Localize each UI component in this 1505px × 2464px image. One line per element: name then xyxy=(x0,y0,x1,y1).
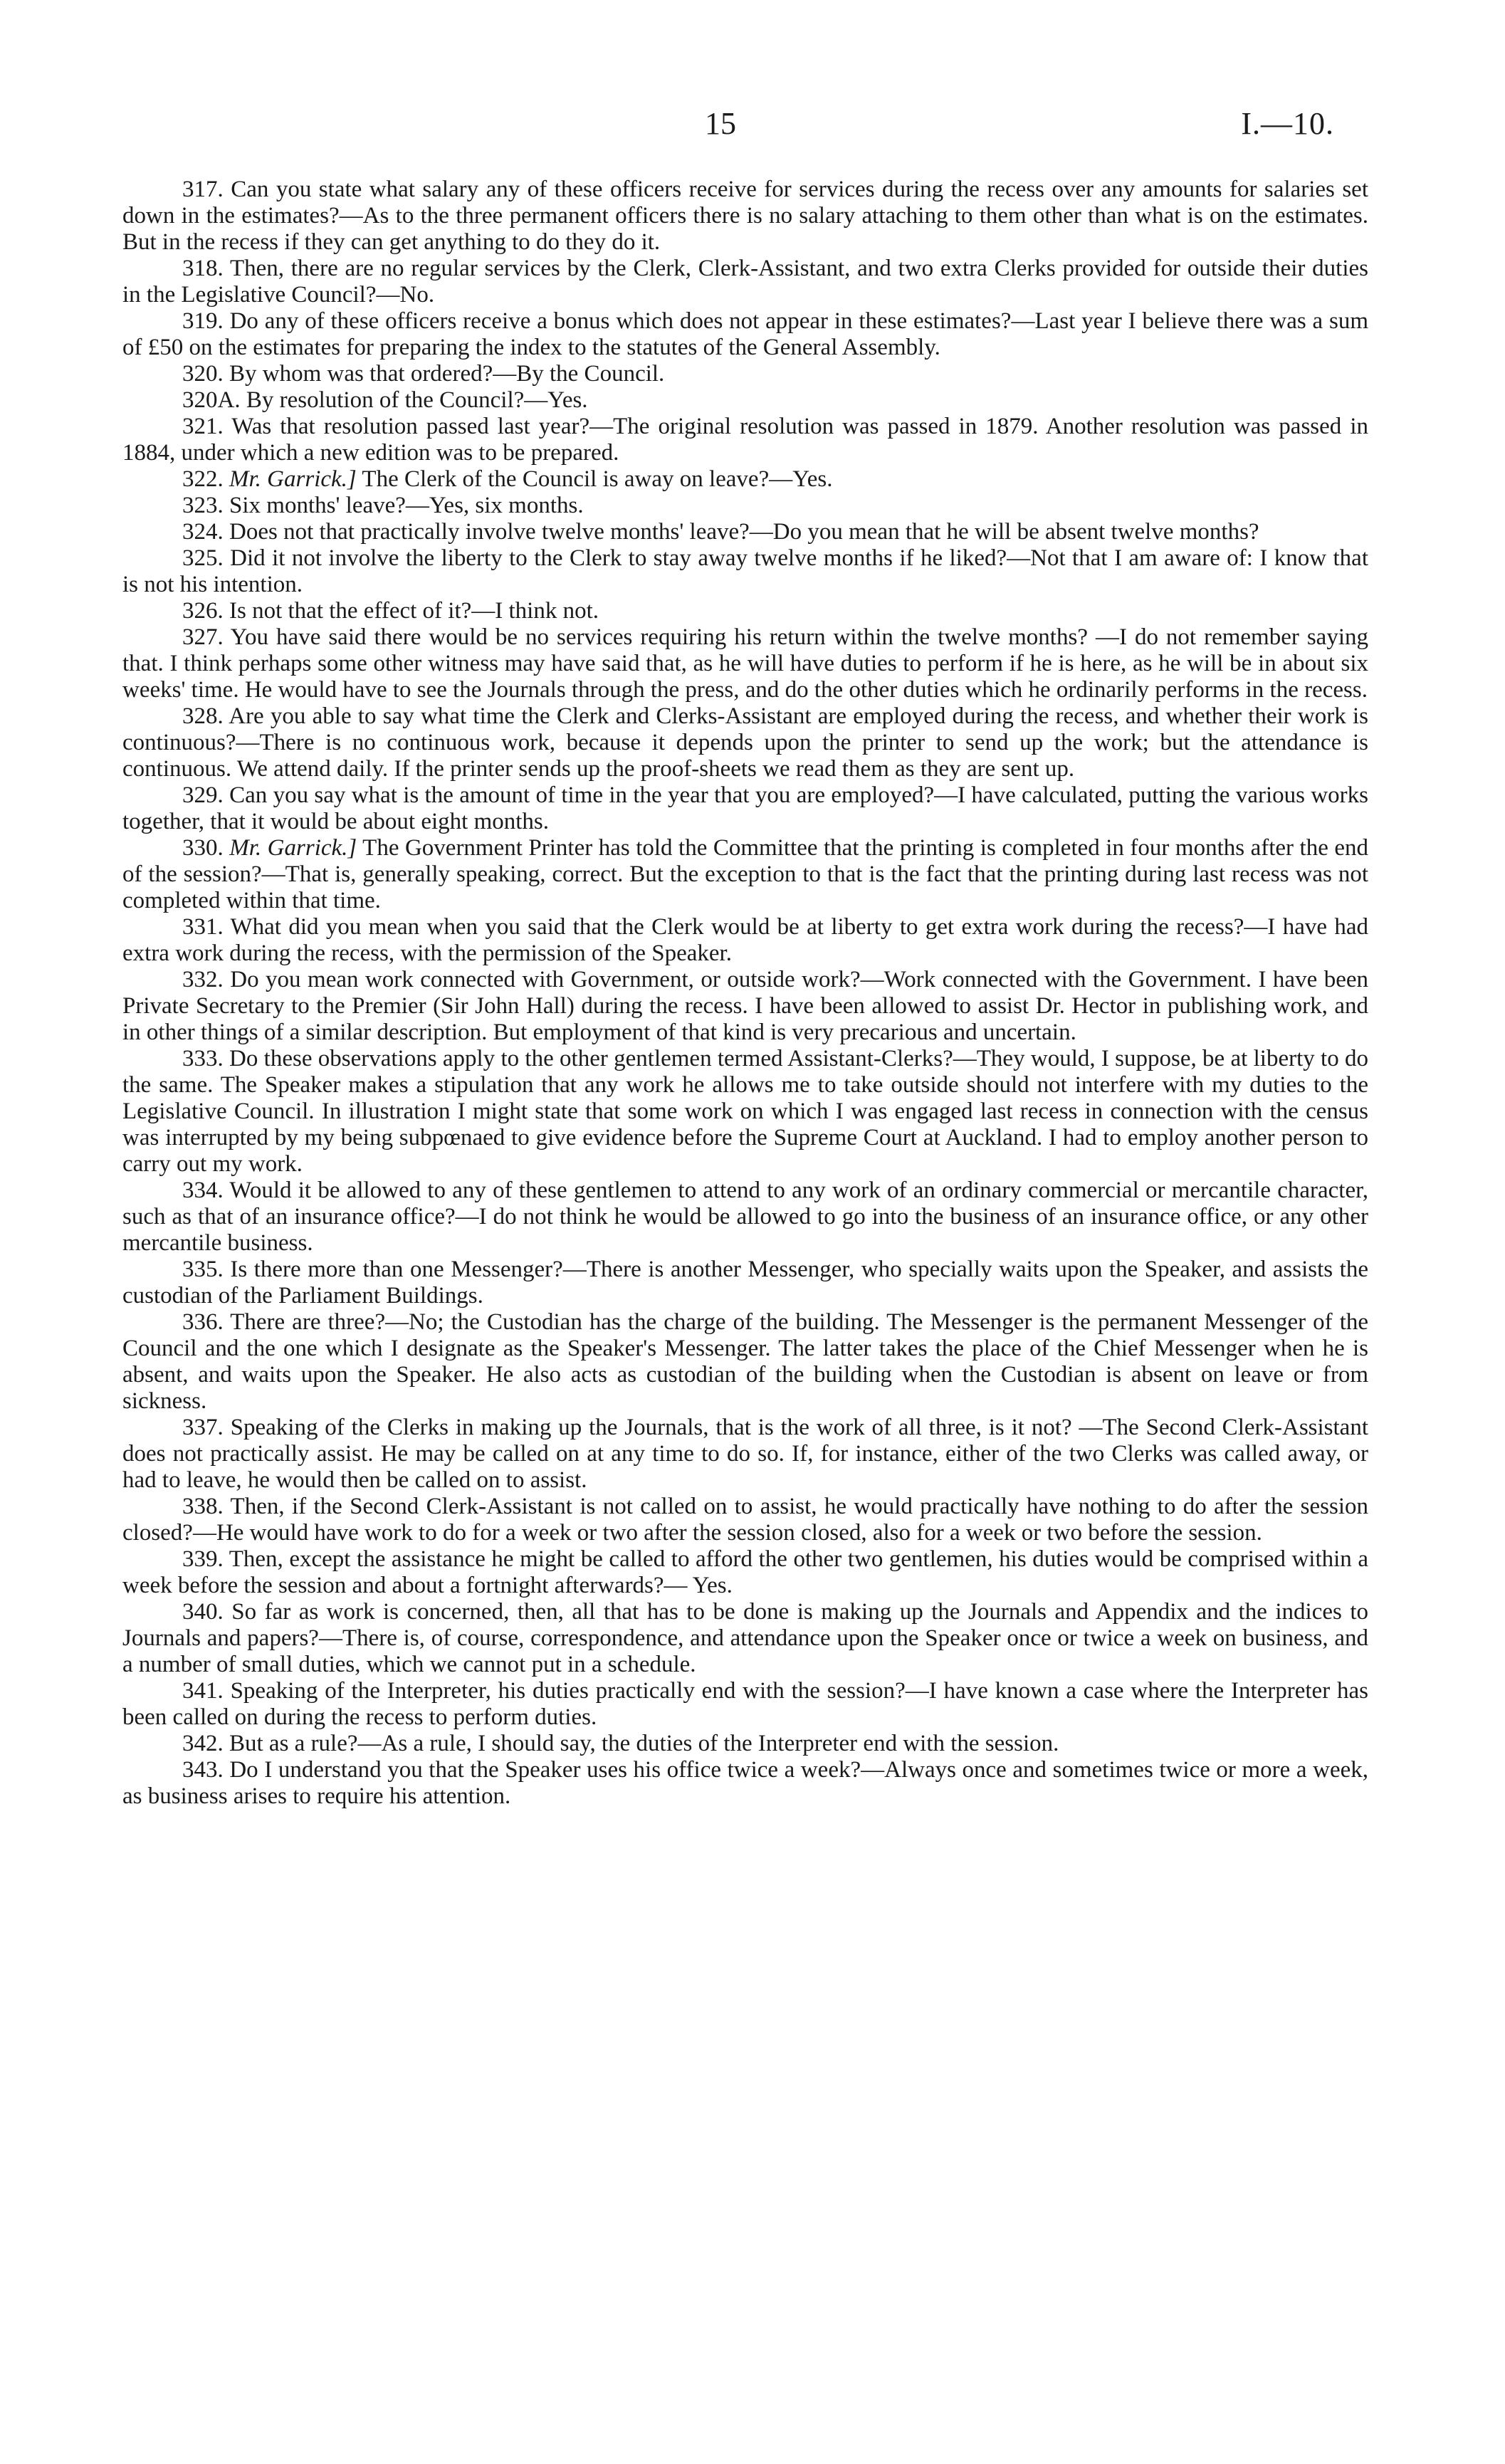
question-text: So far as work is concerned, then, all that has to be done is making up the Journals and Appendix and the indices to Journals and papers?—There is, of course, correspondence, and attendance upon the Speaker once or twice a week on business, and a number of small duties, which we cannot put in a schedule. xyxy=(122,1599,1368,1677)
question-number: 340. xyxy=(182,1599,224,1625)
document-reference: I.—10. xyxy=(1241,106,1334,141)
question-number: 330. xyxy=(182,835,224,861)
question-number: 331. xyxy=(182,914,224,940)
question-number: 320. xyxy=(182,361,224,387)
question-paragraph xyxy=(122,598,1368,624)
question-number: 320A. xyxy=(182,387,241,413)
question-number: 337. xyxy=(182,1415,224,1440)
question-text: There are three?—No; the Custodian has the charge of the building. The Messenger is the permanent Messenger of the Council and the one which I designate as the Speaker's Messenger. The latter takes the place of the Chief Messenger when he is absent, and waits upon the Speaker. He also acts as custodian of the building when the Custodian is absent on leave or from sickness. xyxy=(122,1309,1369,1414)
question-paragraph xyxy=(122,387,1368,414)
question-text: Did it not involve the liberty to the Clerk to stay away twelve months if he liked?—Not that I am aware of: I know that is not his intention. xyxy=(122,545,1368,597)
question-text: The Government Printer has told the Committee that the printing is completed in four months after the end of the session?—That is, generally speaking, correct. But the exception to that is the fact that the printing during last recess was not completed within that time. xyxy=(122,835,1368,913)
question-paragraph xyxy=(122,1731,1368,1757)
question-number: 321. xyxy=(182,414,224,439)
question-number: 335. xyxy=(182,1257,224,1282)
question-text: Can you say what is the amount of time in the year that you are employed?—I have calculated, putting the various works together, that it would be about eight months. xyxy=(122,782,1369,834)
question-number: 325. xyxy=(182,545,224,571)
question-text: Can you state what salary any of these officers receive for services during the recess over any amounts for salaries set down in the estimates?—As to the three permanent officers there is no salary attaching to them other than what is on the estimates. But in the recess if they can get anything to do they do it. xyxy=(122,177,1369,255)
question-paragraph xyxy=(122,177,1368,256)
question-paragraph xyxy=(122,361,1368,387)
question-paragraph xyxy=(122,1678,1368,1731)
question-paragraph xyxy=(122,308,1368,361)
question-number: 341. xyxy=(182,1678,224,1704)
question-text: Does not that practically involve twelve months' leave?—Do you mean that he will be absent twelve months? xyxy=(229,519,1259,545)
question-number: 332. xyxy=(182,967,224,992)
question-text: Then, if the Second Clerk-Assistant is not called on to assist, he would practically have nothing to do after the session closed?—He would have work to do for a week or two after the session closed, also for a week or two before the session. xyxy=(122,1494,1368,1546)
question-number: 324. xyxy=(182,519,224,545)
speaker-name: Mr. Garrick.] xyxy=(229,835,357,861)
question-number: 319. xyxy=(182,308,224,334)
question-text: Do any of these officers receive a bonus which does not appear in these estimates?—Last year I believe there was a sum of £50 on the estimates for preparing the index to the statutes of the General Assembly. xyxy=(122,308,1368,360)
question-paragraph xyxy=(122,703,1368,782)
question-paragraph xyxy=(122,1599,1368,1678)
question-text: By whom was that ordered?—By the Council. xyxy=(229,361,665,387)
page-header xyxy=(0,105,1505,148)
question-text: Would it be allowed to any of these gentlemen to attend to any work of an ordinary commercial or mercantile character, such as that of an insurance office?—I do not think he would be allowed to go into the business of an insurance office, or any other mercantile business. xyxy=(122,1178,1369,1256)
question-number: 342. xyxy=(182,1731,224,1756)
question-paragraph xyxy=(122,1178,1368,1257)
speaker-name: Mr. Garrick.] xyxy=(229,466,357,492)
question-text: Then, there are no regular services by the Clerk, Clerk-Assistant, and two extra Clerks provided for outside their duties in the Legislative Council?—No. xyxy=(122,256,1369,308)
question-paragraph xyxy=(122,519,1368,545)
question-number: 329. xyxy=(182,782,224,808)
question-text: Speaking of the Interpreter, his duties practically end with the session?—I have known a case where the Interpreter has been called on during the recess to perform duties. xyxy=(122,1678,1368,1730)
question-text: You have said there would be no services requiring his return within the twelve months? —I do not remember saying that. I think perhaps some other witness may have said that, as he will have duties to perform if he is here, as he will be in about six weeks' time. He would have to see the Journals through the press, and do the other duties which he ordinarily performs in the recess. xyxy=(122,624,1368,703)
question-number: 338. xyxy=(182,1494,224,1519)
question-number: 327. xyxy=(182,624,224,650)
question-number: 334. xyxy=(182,1178,224,1203)
question-text: Speaking of the Clerks in making up the Journals, that is the work of all three, is it not? —The Second Clerk-Assistant does not practically assist. He may be called on at any time to do so. If, for instance, either of the two Clerks was called away, or had to leave, he would then be called on to assist. xyxy=(122,1415,1368,1493)
question-paragraph xyxy=(122,1546,1368,1599)
question-paragraph xyxy=(122,1257,1368,1309)
question-paragraph xyxy=(122,914,1368,967)
question-paragraph xyxy=(122,782,1368,835)
question-paragraph xyxy=(122,466,1368,493)
question-paragraph xyxy=(122,967,1368,1046)
question-number: 339. xyxy=(182,1546,224,1572)
question-number: 322. xyxy=(182,466,224,492)
question-number: 328. xyxy=(182,703,224,729)
question-number: 326. xyxy=(182,598,224,624)
question-paragraph xyxy=(122,545,1368,598)
question-text: Do these observations apply to the other gentlemen termed Assistant-Clerks?—They would, I suppose, be at liberty to do the same. The Speaker makes a stipulation that any work he allows me to take outside should not interfere with my duties to the Legislative Council. In illustration I might state that some work on which I was engaged last recess in connection with the census was interrupted by my being subpœnaed to give evidence before the Supreme Court at Auckland. I had to employ another person to carry out my work. xyxy=(122,1046,1368,1177)
question-text: Are you able to say what time the Clerk and Clerks-Assistant are employed during the recess, and whether their work is continuous?—There is no continuous work, because it depends upon the printer to send up the work; but the attendance is continuous. We attend daily. If the printer sends up the proof-sheets we read them as they are sent up. xyxy=(122,703,1368,782)
question-paragraph xyxy=(122,835,1368,914)
page-number: 15 xyxy=(705,106,736,141)
question-text: Do you mean work connected with Government, or outside work?—Work connected with the Government. I have been Private Secretary to the Premier (Sir John Hall) during the recess. I have been allowed to assist Dr. Hector in publishing work, and in other things of a similar description. But employment of that kind is very precarious and uncertain. xyxy=(122,967,1368,1045)
question-text: The Clerk of the Council is away on leave?—Yes. xyxy=(362,466,833,492)
question-text: Six months' leave?—Yes, six months. xyxy=(229,493,584,518)
question-paragraph xyxy=(122,1309,1368,1415)
page-body xyxy=(122,177,1368,1810)
question-text: Is not that the effect of it?—I think not. xyxy=(229,598,599,624)
question-text: But as a rule?—As a rule, I should say, the duties of the Interpreter end with the session. xyxy=(229,1731,1059,1756)
question-paragraph xyxy=(122,493,1368,519)
question-paragraph xyxy=(122,256,1368,308)
question-text: What did you mean when you said that the Clerk would be at liberty to get extra work during the recess?—I have had extra work during the recess, with the permission of the Speaker. xyxy=(122,914,1369,966)
question-number: 317. xyxy=(182,177,224,202)
question-number: 343. xyxy=(182,1757,224,1783)
question-text: Is there more than one Messenger?—There is another Messenger, who specially waits upon the Speaker, and assists the custodian of the Parliament Buildings. xyxy=(122,1257,1368,1309)
question-number: 336. xyxy=(182,1309,224,1335)
question-text: Then, except the assistance he might be called to afford the other two gentlemen, his duties would be comprised within a week before the session and about a fortnight afterwards?— Yes. xyxy=(122,1546,1369,1598)
question-paragraph xyxy=(122,1757,1368,1810)
question-text: By resolution of the Council?—Yes. xyxy=(246,387,588,413)
question-paragraph xyxy=(122,414,1368,466)
question-paragraph xyxy=(122,1046,1368,1178)
question-number: 318. xyxy=(182,256,224,281)
question-paragraph xyxy=(122,1415,1368,1494)
question-paragraph xyxy=(122,624,1368,703)
question-text: Was that resolution passed last year?—The original resolution was passed in 1879. Another resolution was passed in 1884, under which a new edition was to be prepared. xyxy=(122,414,1368,466)
question-text: Do I understand you that the Speaker uses his office twice a week?—Always once and sometimes twice or more a week, as business arises to require his attention. xyxy=(122,1757,1368,1809)
question-paragraph xyxy=(122,1494,1368,1546)
question-number: 323. xyxy=(182,493,224,518)
question-number: 333. xyxy=(182,1046,224,1071)
